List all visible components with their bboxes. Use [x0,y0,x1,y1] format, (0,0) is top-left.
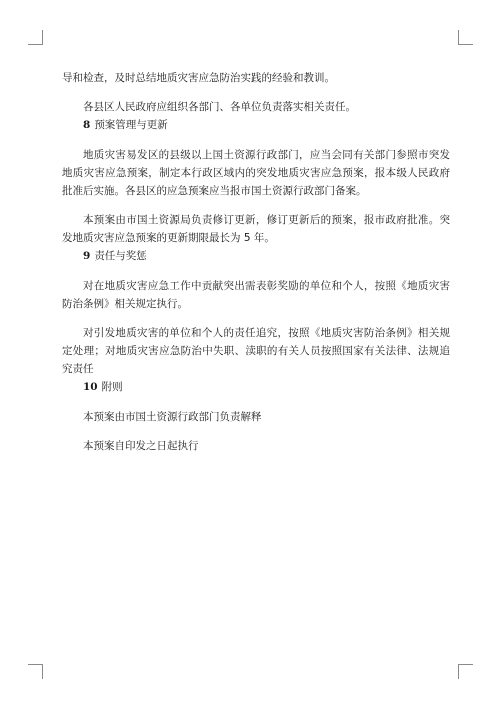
paragraph-interpretation: 本预案由市国土资源行政部门负责解释 [83,411,262,423]
section-number: 8 [83,119,91,131]
paragraph-effective-date: 本预案自印发之日起执行 [83,440,199,452]
section-heading-8 [62,116,450,134]
section-number: 10 [83,381,98,393]
paragraph-rewards: 对在地质灾害应急工作中贡献突出需表彰奖励的单位和个人，按照《地质灾害防治条例》相关规定执行。 [62,280,450,310]
crop-mark-top-left [28,30,43,45]
paragraph-responsibility: 各县区人民政府应组织各部门、各单位负责落实相关责任。 [83,101,356,113]
section-title: 附则 [101,381,123,393]
document-body [62,69,450,455]
crop-mark-bottom-right [458,664,473,679]
paragraph-accountability: 对引发地质灾害的单位和个人的责任追究，按照《地质灾害防治条例》相关规定处理；对地质灾害应急防治中失职、渎职的有关人员按照国家有关法律、法规追究责任 [62,327,450,375]
paragraph-continuation: 导和检查，及时总结地质灾害应急防治实践的经验和教训。 [62,72,335,84]
section-number: 9 [83,250,91,262]
section-title: 责任与奖惩 [94,250,147,262]
crop-mark-bottom-left [28,664,43,679]
section-heading-10 [62,378,450,396]
section-title: 预案管理与更新 [94,119,168,131]
paragraph-plan-formulation: 地质灾害易发区的县级以上国土资源行政部门，应当会同有关部门参照市突发地质灾害应急预案，制定本行政区域内的突发地质灾害应急预案，报本级人民政府批准后实施。各县区的应急预案应当报市国土资源行政部门备案。 [62,149,450,197]
paragraph-plan-update: 本预案由市国土资源局负责修订更新，修订更新后的预案，报市政府批准。突发地质灾害应急预案的更新期限最长为 5 年。 [62,214,450,244]
crop-mark-top-right [458,30,473,45]
section-heading-9 [62,247,450,265]
